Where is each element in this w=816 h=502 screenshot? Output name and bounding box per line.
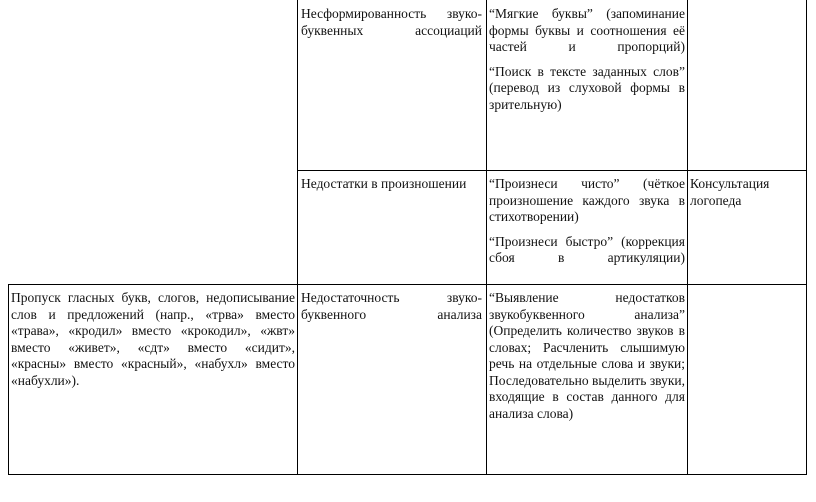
table-border-right — [806, 0, 807, 475]
column-divider-2 — [486, 0, 487, 475]
row-divider-1 — [297, 170, 807, 171]
row1-problem-text: Несформированность звуко-буквенных ассоциаций — [301, 6, 482, 38]
row2-exercise-1: “Произнеси чисто” (чёткое произношение каждого звука в стихотворении) — [489, 176, 685, 224]
row3-exercise-1: “Выявление недостатков звукобуквенного анализа” (Определить количество звуков в словах; Расчленить слышимую речь на отдельные слова и звуки; Последовательно выделить звуки, входящие в состав данного для анализа слова) — [489, 290, 685, 421]
column-divider-3 — [687, 0, 688, 475]
row2-problem-cell — [301, 176, 484, 193]
row-divider-2 — [8, 284, 807, 285]
row1-problem-cell — [301, 6, 482, 39]
row2-recommendation-cell — [690, 176, 804, 209]
table-border-left — [8, 285, 9, 475]
row3-problem-cell — [301, 290, 482, 323]
row2-recommendation-text: Консультация логопеда — [690, 176, 770, 208]
row2-problem-text: Недостатки в произношении — [301, 176, 467, 191]
row3-error-examples-cell — [11, 290, 295, 389]
column-divider-1 — [297, 0, 298, 475]
row3-exercises-cell — [489, 290, 685, 422]
row3-error-examples-text: Пропуск гласных букв, слогов, недописывание слов и предложений (напр., «трва» вместо «трава», «кродил» вместо «крокодил», «жвт» вместо «живет», «сдт» вместо «сидит», «красны» вместо «красный», «набухл» вместо «набухли»). — [11, 290, 295, 388]
row1-exercise-2: “Поиск в тексте заданных слов” (перевод из слуховой формы в зрительную) — [489, 63, 685, 112]
row2-exercise-2: “Произнеси быстро” (коррекция сбоя в артикуляции) — [489, 233, 685, 265]
row2-exercises-cell — [489, 176, 685, 284]
table-border-bottom — [8, 474, 807, 475]
row1-exercises-cell — [489, 6, 685, 113]
row3-problem-text: Недостаточность звуко-буквенного анализа — [301, 290, 482, 322]
row1-exercise-1: “Мягкие буквы” (запоминание формы буквы и соотношения её частей и пропорций) — [489, 6, 685, 54]
